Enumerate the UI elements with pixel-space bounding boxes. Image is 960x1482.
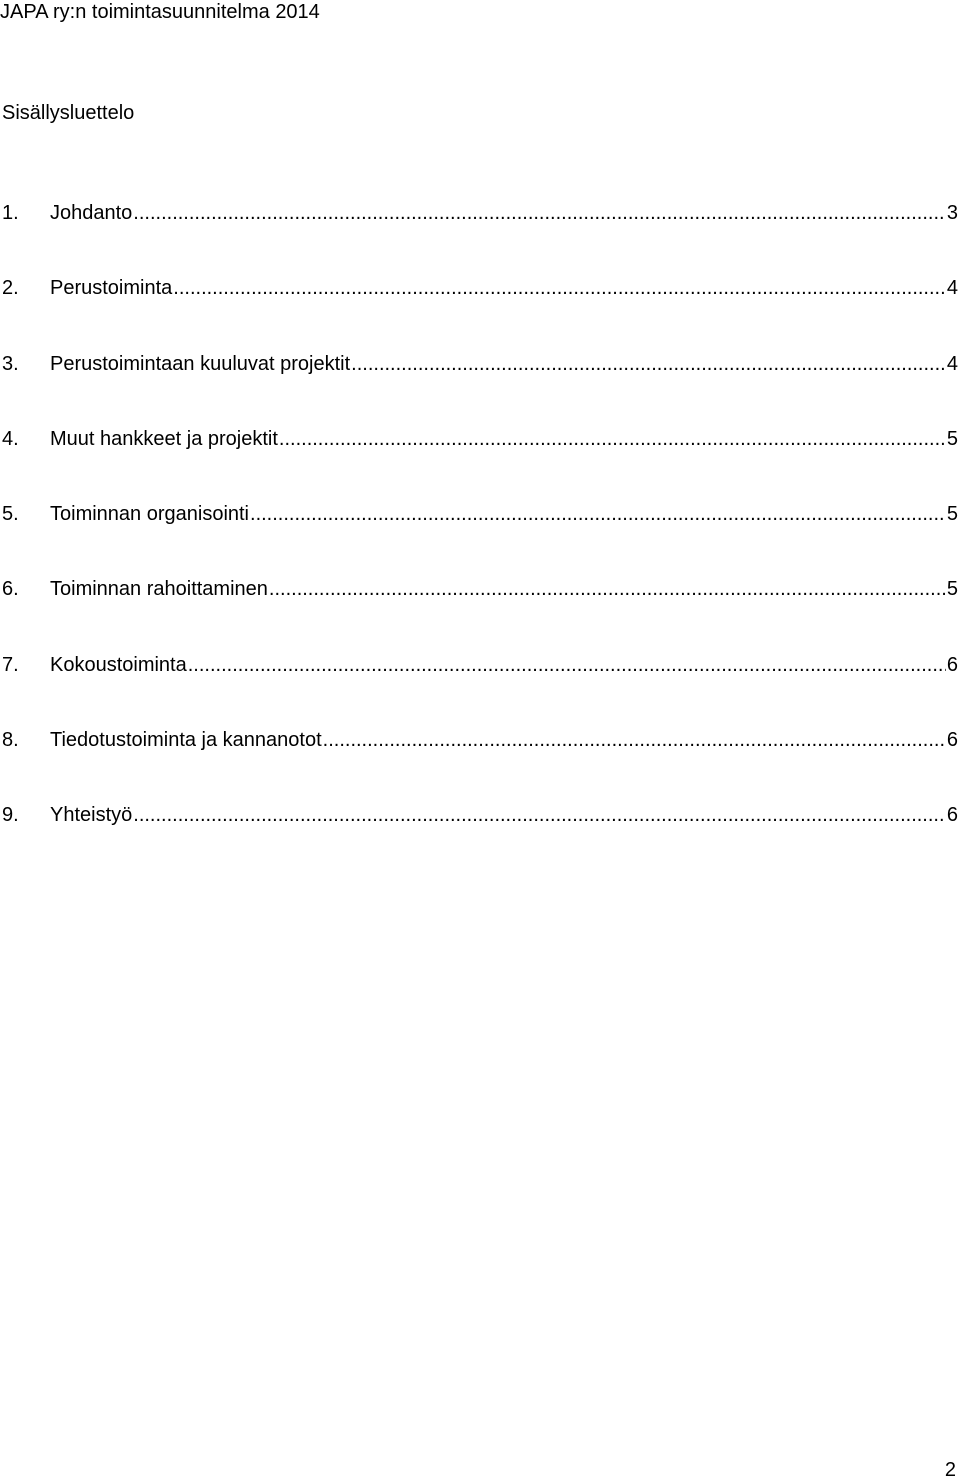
toc-entry-perustoiminta[interactable] xyxy=(0,276,958,351)
toc-entry-number: 9. xyxy=(2,804,19,827)
toc-entry-number: 7. xyxy=(2,653,19,676)
toc-entry-kokoustoiminta[interactable] xyxy=(0,653,958,728)
toc-entry-tiedotustoiminta[interactable] xyxy=(0,728,958,803)
toc-entry-page: 6 xyxy=(946,653,958,676)
toc-entry-label: Perustoimintaan kuuluvat projektit xyxy=(50,352,351,375)
toc-dot-leader xyxy=(279,427,946,451)
toc-entry-label: Muut hankkeet ja projektit xyxy=(50,427,278,450)
toc-entry-number: 8. xyxy=(2,729,19,752)
toc-dot-leader xyxy=(269,577,946,601)
toc-entry-number: 1. xyxy=(2,202,19,224)
toc-entry-page: 4 xyxy=(946,352,958,375)
toc-entry-label: Johdanto xyxy=(50,202,133,224)
toc-heading: Sisällysluettelo xyxy=(2,102,135,124)
table-of-contents xyxy=(0,201,958,879)
toc-dot-leader xyxy=(323,728,946,752)
toc-dot-leader xyxy=(133,803,946,827)
toc-entry-number: 2. xyxy=(2,277,19,300)
toc-entry-yhteistyo[interactable] xyxy=(0,803,958,878)
toc-entry-page: 5 xyxy=(946,427,958,450)
toc-entry-organisointi[interactable] xyxy=(0,502,958,577)
toc-entry-label: Perustoiminta xyxy=(50,277,173,300)
toc-entry-page: 5 xyxy=(946,578,958,601)
toc-entry-rahoittaminen[interactable] xyxy=(0,577,958,652)
toc-entry-page: 5 xyxy=(946,503,958,526)
toc-entry-perustoimintaan-projektit[interactable] xyxy=(0,352,958,427)
toc-entry-label: Toiminnan organisointi xyxy=(50,503,250,526)
toc-dot-leader xyxy=(351,352,946,376)
toc-entry-label: Toiminnan rahoittaminen xyxy=(50,578,268,601)
toc-dot-leader xyxy=(133,201,946,225)
toc-dot-leader xyxy=(250,502,946,526)
toc-entry-number: 6. xyxy=(2,578,19,601)
toc-entry-page: 3 xyxy=(946,202,958,224)
toc-entry-number: 5. xyxy=(2,503,19,526)
toc-entry-page: 6 xyxy=(946,804,958,827)
toc-entry-muut-hankkeet[interactable] xyxy=(0,427,958,502)
toc-entry-number: 4. xyxy=(2,427,19,450)
toc-dot-leader xyxy=(188,653,946,677)
page-number: 2 xyxy=(944,1459,956,1481)
toc-entry-page: 6 xyxy=(946,729,958,752)
toc-dot-leader xyxy=(173,276,946,300)
document-title: JAPA ry:n toimintasuunnitelma 2014 xyxy=(0,1,320,23)
toc-entry-number: 3. xyxy=(2,352,19,375)
toc-entry-label: Tiedotustoiminta ja kannanotot xyxy=(50,729,322,752)
toc-entry-page: 4 xyxy=(946,277,958,300)
toc-entry-label: Kokoustoiminta xyxy=(50,653,187,676)
toc-entry-johdanto[interactable] xyxy=(0,201,958,276)
toc-entry-label: Yhteistyö xyxy=(50,804,133,827)
